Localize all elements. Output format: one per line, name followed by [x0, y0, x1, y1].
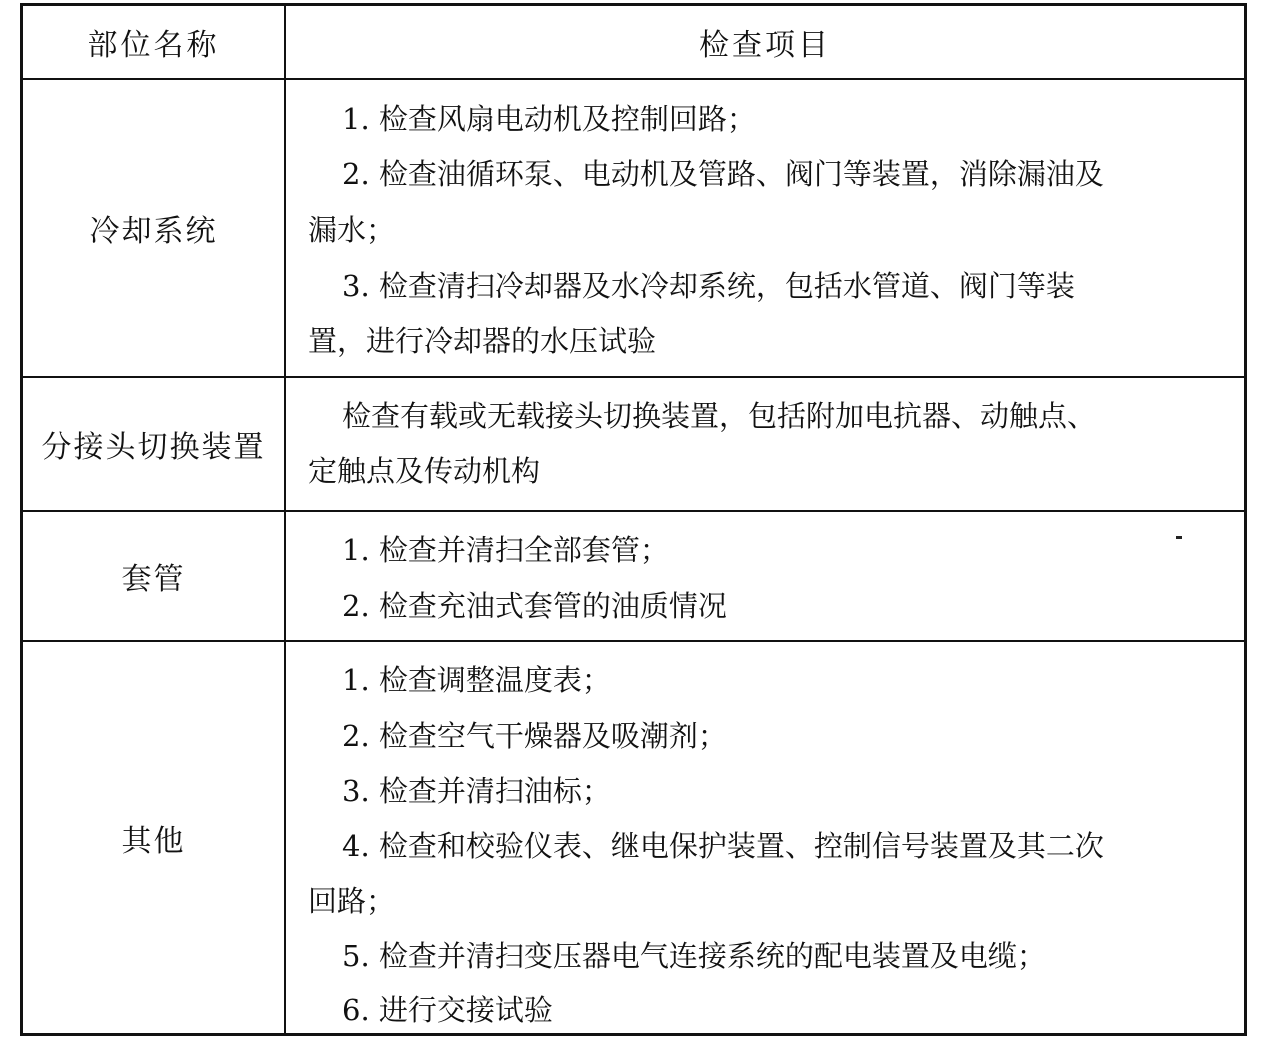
list-item: 定触点及传动机构 [308, 454, 541, 488]
row-items [308, 642, 1228, 1033]
scan-speck [1176, 536, 1182, 539]
list-item: 4. 检查和校验仪表、继电保护装置、控制信号装置及其二次 [342, 829, 1104, 863]
table-row [23, 378, 1244, 512]
inspection-table [20, 3, 1247, 1036]
row-items [308, 378, 1228, 510]
row-part-name: 套管 [121, 562, 186, 597]
table-row [23, 80, 1244, 378]
list-item: 1. 检查调整温度表； [342, 663, 611, 697]
row-items [308, 80, 1228, 376]
list-item: 置，进行冷却器的水压试验 [308, 324, 657, 358]
row-part-name: 冷却系统 [89, 214, 218, 249]
table-row [23, 512, 1244, 642]
row-part-name: 分接头切换装置 [41, 430, 266, 465]
list-item: 1. 检查并清扫全部套管； [342, 533, 669, 567]
list-item: 3. 检查并清扫油标； [342, 774, 611, 808]
list-item: 漏水； [308, 213, 396, 247]
list-item: 3. 检查清扫冷却器及水冷却系统，包括水管道、阀门等装 [342, 269, 1075, 303]
table-row [23, 642, 1244, 1033]
list-item: 6. 进行交接试验 [342, 993, 553, 1027]
list-item: 检查有载或无载接头切换装置，包括附加电抗器、动触点、 [342, 399, 1097, 433]
list-item: 5. 检查并清扫变压器电气连接系统的配电装置及电缆； [342, 939, 1046, 973]
list-item: 1. 检查风扇电动机及控制回路； [342, 102, 756, 136]
row-items [308, 512, 1228, 640]
list-item: 2. 检查油循环泵、电动机及管路、阀门等装置，消除漏油及 [342, 157, 1104, 191]
header-inspection-items: 检查项目 [699, 28, 831, 63]
list-item: 2. 检查空气干燥器及吸潮剂； [342, 719, 727, 753]
list-item: 回路； [308, 884, 396, 918]
row-part-name: 其他 [121, 823, 186, 859]
table-header-row [23, 6, 1244, 80]
header-part-name: 部位名称 [87, 28, 220, 63]
list-item: 2. 检查充油式套管的油质情况 [342, 589, 727, 623]
